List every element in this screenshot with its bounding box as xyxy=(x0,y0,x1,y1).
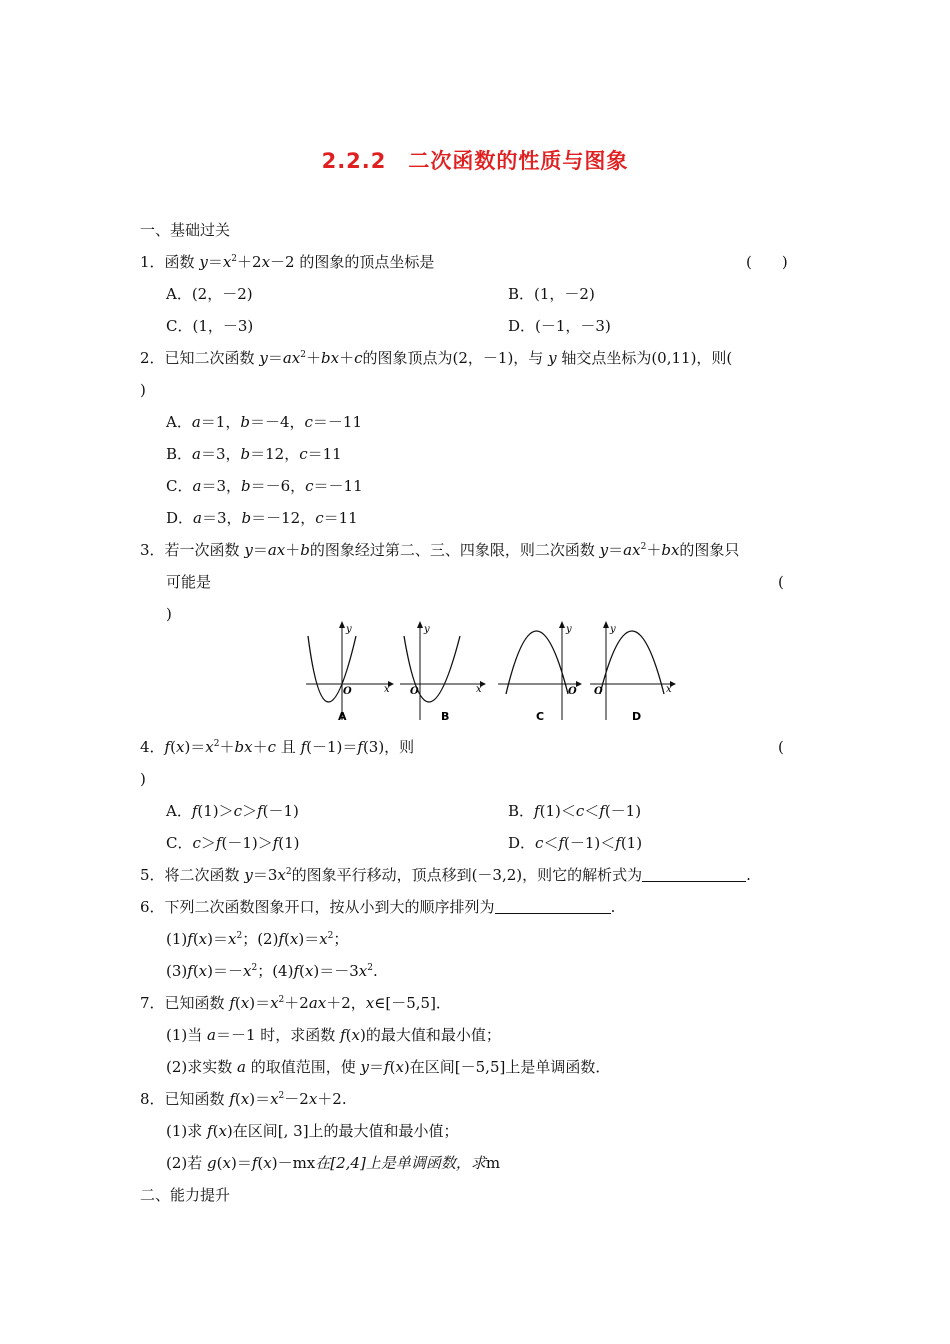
axis-y-label: y xyxy=(424,624,430,635)
answer-paren-close: ) xyxy=(140,381,146,399)
answer-blank[interactable] xyxy=(642,867,746,882)
axis-y-label: y xyxy=(566,624,572,635)
question-7-part-1: (1)当 a＝－1 时，求函数 f(x)的最大值和最小值； xyxy=(166,1026,501,1044)
answer-blank[interactable] xyxy=(495,899,611,914)
origin-label: O xyxy=(343,686,352,697)
question-7-part-2: (2)求实数 a 的取值范围，使 y＝f(x)在区间[－5,5]上是单调函数． xyxy=(166,1058,611,1076)
page-title: 2.2.2 二次函数的性质与图象 xyxy=(321,149,629,173)
axis-x-label: x xyxy=(476,684,482,695)
answer-paren: ( ) xyxy=(746,253,788,271)
option-a: A．a＝1，b＝－4，c＝－11 xyxy=(166,413,362,431)
axis-x-label: x xyxy=(384,684,390,695)
answer-paren-open: ( xyxy=(778,738,784,756)
graph-a xyxy=(306,621,394,723)
answer-paren-close: ) xyxy=(166,605,172,623)
answer-paren-open: ( xyxy=(778,573,784,591)
graph-label: B xyxy=(441,710,450,723)
graph-label: C xyxy=(536,710,545,723)
answer-paren-close: ) xyxy=(140,770,146,788)
origin-label: O xyxy=(568,686,577,697)
option-d: D．a＝3，b＝－12，c＝11 xyxy=(166,509,358,527)
question-8: 8．已知函数 $f(x)=x^2-2x+2$. xyxy=(140,1090,347,1108)
axis-y-label: y xyxy=(346,624,352,635)
question-7: 7．已知函数 $f(x)=x^2+2ax+2$，x∈[－5,5]． xyxy=(140,994,451,1012)
graph-label: A xyxy=(338,710,347,723)
option-a: A．(2，－2) xyxy=(166,285,253,303)
option-b: B．(1，－2) xyxy=(508,285,595,303)
section-heading-advanced: 二、能力提升 xyxy=(140,1186,231,1204)
question-4: 4．$f(x)=x^2+bx+c$ 且 f(－1)＝f(3)，则 xyxy=(140,738,415,756)
origin-label: O xyxy=(594,686,603,697)
question-3-line2: 可能是 xyxy=(166,573,212,591)
question-1: 1．函数 $y=x^2+2x-2$ 的图象的顶点坐标是 xyxy=(140,253,435,271)
question-3: 3．若一次函数 y＝ax＋b的图象经过第二、三、四象限，则二次函数 $y=ax^2+bx$的图象只 xyxy=(140,541,740,559)
question-6-items-1: $(1)f(x)=x^2$；$(2)f(x)=x^2$； xyxy=(166,930,349,948)
section-heading-basic: 一、基础过关 xyxy=(140,221,231,239)
option-d: D．(－1，－3) xyxy=(508,317,611,335)
origin-label: O xyxy=(410,686,419,697)
question-2: 2．已知二次函数 $y=ax^2+bx+c$的图象顶点为(2，－1)，与 y 轴交点坐标为(0,11)，则( xyxy=(140,349,733,367)
option-c: C．c＞f(－1)＞f(1) xyxy=(166,834,300,852)
question-8-part-1: (1)求 f(x)在区间[, 3]上的最大值和最小值； xyxy=(166,1122,459,1140)
option-c: C．a＝3，b＝－6，c＝－11 xyxy=(166,477,363,495)
question-5: 5．将二次函数 $y=3x^2$的图象平行移动，顶点移到(－3,2)，则它的解析式为 . xyxy=(140,866,751,884)
option-d: D．c＜f(－1)＜f(1) xyxy=(508,834,643,852)
option-c: C．(1，－3) xyxy=(166,317,254,335)
graph-label: D xyxy=(632,710,642,723)
option-a: A．f(1)＞c＞f(－1) xyxy=(166,802,299,820)
question-6: 6．下列二次函数图象开口，按从小到大的顺序排列为 . xyxy=(140,898,616,916)
graph-d xyxy=(590,621,676,723)
option-b: B．f(1)＜c＜f(－1) xyxy=(508,802,642,820)
graph-b xyxy=(400,621,486,723)
option-b: B．a＝3，b＝12，c＝11 xyxy=(166,445,342,463)
question-8-part-2: (2)若 g(x)＝f(x)－mx在[2,4]上是单调函数，求m xyxy=(166,1154,501,1172)
axis-y-label: y xyxy=(610,624,616,635)
graph-c xyxy=(498,621,582,723)
option-graphs xyxy=(300,618,690,728)
axis-x-label: x xyxy=(666,684,672,695)
question-6-items-2: $(3)f(x)=-x^2$；$(4)f(x)=-3x^2$. xyxy=(166,962,378,980)
